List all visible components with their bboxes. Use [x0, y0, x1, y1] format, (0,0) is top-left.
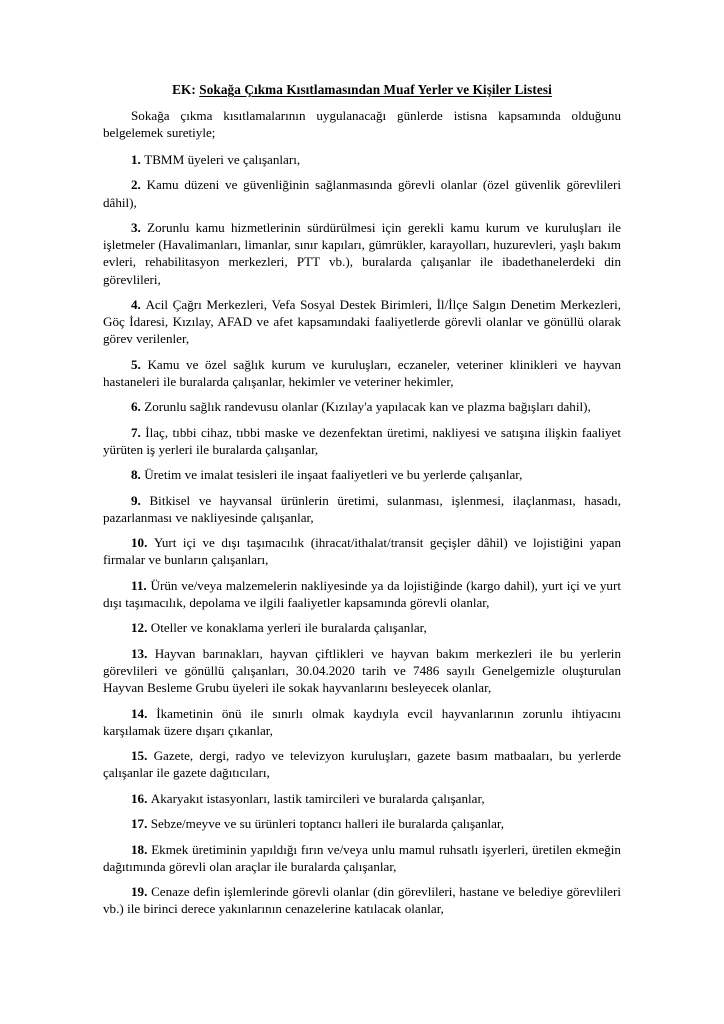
list-item [103, 645, 621, 697]
list-item [103, 492, 621, 526]
list-item [103, 356, 621, 390]
list-item [103, 619, 621, 636]
exemption-list [103, 151, 621, 918]
intro-paragraph: Sokağa çıkma kısıtlamalarının uygulanacağı günlerde istisna kapsamında olduğunu belgelemek suretiyle; [103, 107, 621, 140]
list-item [103, 466, 621, 483]
list-item-text: Kamu ve özel sağlık kurum ve kuruluşları, eczaneler, veteriner klinikleri ve hayvan hastaneleri ile buralarda çalışanlar, hekimler ve veteriner hekimler, [103, 356, 621, 389]
list-item-number: 6. [131, 399, 145, 415]
list-item-number: 18. [131, 841, 152, 857]
list-item [103, 705, 621, 739]
list-item-text: Oteller ve konaklama yerleri ile buralarda çalışanlar, [150, 620, 427, 636]
list-item [103, 577, 621, 611]
list-item [103, 534, 621, 568]
list-item-text: Üretim ve imalat tesisleri ile inşaat faaliyetleri ve bu yerlerde çalışanlar, [144, 467, 523, 483]
list-item-number: 19. [131, 884, 152, 900]
title-main-text: Sokağa Çıkma Kısıtlamasından Muaf Yerler ve Kişiler Listesi [199, 82, 552, 97]
list-item-text: Yurt içi ve dışı taşımacılık (ihracat/ithalat/transit geçişler dâhil) ve lojistiğini yapan firmalar ve bunların çalışanları, [103, 535, 621, 568]
list-item-text: İlaç, tıbbi cihaz, tıbbi maske ve dezenfektan üretimi, nakliyesi ve satışına ilişkin faaliyet yürüten iş yerleri ile buralarda çalışanlar, [103, 424, 621, 457]
list-item-number: 13. [131, 645, 155, 661]
list-item-number: 12. [131, 620, 151, 636]
list-item-text: Akaryakıt istasyonları, lastik tamircileri ve buralarda çalışanlar, [150, 790, 485, 806]
list-item-text: Acil Çağrı Merkezleri, Vefa Sosyal Destek Birimleri, İl/İlçe Salgın Denetim Merkezleri, Göç İdaresi, Kızılay, AFAD ve afet kapsamındaki faaliyetlerde görevli olanlar ve gönüllü olarak görev verilenler, [103, 296, 621, 347]
list-item-number: 9. [131, 492, 150, 508]
list-item-number: 15. [131, 748, 154, 764]
list-item-text: İkametinin önü ile sınırlı olmak kaydıyla evcil hayvanlarının zorunlu ihtiyacını karşılamak üzere dışarı çıkanlar, [103, 705, 621, 738]
list-item-number: 10. [131, 535, 154, 551]
list-item [103, 219, 621, 288]
list-item-number: 2. [131, 177, 147, 193]
list-item-number: 5. [131, 356, 148, 372]
list-item-number: 3. [131, 219, 148, 235]
list-item [103, 747, 621, 781]
list-item [103, 398, 621, 415]
list-item-number: 4. [131, 296, 146, 312]
list-item [103, 176, 621, 210]
list-item-number: 14. [131, 705, 157, 721]
list-item-text: Ürün ve/veya malzemelerin nakliyesinde ya da lojistiğinde (kargo dahil), yurt içi ve yurt dışı taşımacılık, depolama ve ilgili faaliyetler kapsamında görevli olanlar, [103, 577, 621, 611]
list-item-number: 8. [131, 467, 145, 483]
list-item [103, 296, 621, 348]
list-item-text: Kamu düzeni ve güvenliğinin sağlanmasında görevli olanlar (özel güvenlik görevlileri dâhil), [103, 177, 621, 210]
list-item [103, 841, 621, 875]
list-item [103, 790, 621, 807]
list-item-text: Zorunlu sağlık randevusu olanlar (Kızılay'a yapılacak kan ve plazma bağışları dahil), [144, 399, 591, 415]
list-item-text: Ekmek üretiminin yapıldığı fırın ve/veya unlu mamul ruhsatlı işyerleri, üretilen ekmeğin dağıtımında görevli olan araçlar ile buralarda çalışanlar, [103, 841, 621, 874]
list-item-text: Hayvan barınakları, hayvan çiftlikleri ve hayvan bakım merkezleri ile bu yerlerin görevlileri ve gönüllü çalışanları, 30.04.2020 tarih ve 7486 sayılı Genelgemizle oluşturulan Hayvan Besleme Grubu üyeleri ile sokak hayvanlarını besleyecek olanlar, [103, 645, 621, 696]
title-prefix: EK: [172, 82, 200, 97]
list-item-text: Sebze/meyve ve su ürünleri toptancı halleri ile buralarda çalışanlar, [150, 816, 505, 832]
list-item-text: Cenaze defin işlemlerinde görevli olanlar (din görevlileri, hastane ve belediye görevlileri vb.) ile birinci derece yakınlarının cenazelerine katılacak olanlar, [103, 884, 621, 917]
document-title [103, 82, 621, 99]
list-item [103, 815, 621, 832]
list-item-text: Bitkisel ve hayvansal ürünlerin üretimi, sulanması, işlenmesi, ilaçlanması, hasadı, pazarlanması ve nakliyesinde çalışanlar, [103, 492, 621, 525]
list-item-number: 16. [131, 790, 151, 806]
list-item [103, 424, 621, 458]
list-item-text: Zorunlu kamu hizmetlerinin sürdürülmesi için gerekli kamu kurum ve kuruluşları ile işletmeler (Havalimanları, limanlar, sınır kapıları, gümrükler, karayolları, huzurevleri, yaşlı bakım evleri, rehabilitasyon merkezleri, PTT vb.), buralarda çalışanlar ile ibadethanelerdeki din görevlileri, [103, 219, 621, 287]
list-item [103, 883, 621, 917]
list-item-number: 11. [131, 577, 151, 593]
list-item-number: 7. [131, 424, 146, 440]
list-item-text: Gazete, dergi, radyo ve televizyon kuruluşları, gazete basım matbaaları, bu yerlerde çalışanlar ile gazete dağıtıcıları, [103, 748, 621, 781]
list-item-number: 17. [131, 816, 151, 832]
document-body [103, 82, 621, 926]
list-item-text: TBMM üyeleri ve çalışanları, [144, 151, 301, 167]
list-item [103, 151, 621, 168]
list-item-number: 1. [131, 151, 145, 167]
